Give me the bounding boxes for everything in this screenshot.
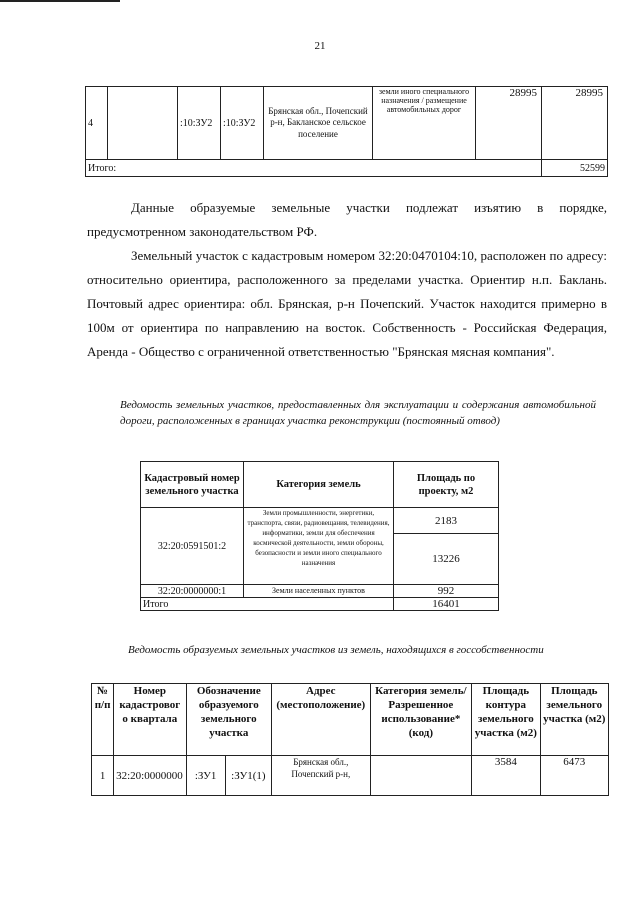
cell-address: Брянская обл., Почепский р-н, Бакланское сельское поселение — [264, 87, 373, 160]
cell-area: 28995 — [542, 87, 608, 160]
header-address: Адрес (местоположение) — [272, 684, 371, 756]
cell-contour-area: 28995 — [476, 87, 542, 160]
header-contour-area: Площадь контура земельного участка (м2) — [472, 684, 540, 756]
land-plots-table-continued — [85, 86, 608, 177]
table-row — [92, 756, 609, 796]
table-row — [141, 585, 499, 598]
table-caption-formed-plots: Ведомость образуемых земельных участков из земель, находящихся в госсобственности — [128, 644, 544, 656]
row-number: 1 — [92, 756, 114, 796]
cell-contour-area: 3584 — [472, 756, 540, 796]
cell-cadastral-number: 32:20:0000000:1 — [141, 585, 244, 598]
cell-designation: :10:ЗУ2 — [178, 87, 221, 160]
header-category-use: Категория земель/ Разрешенное использование* (код) — [370, 684, 472, 756]
cell-address: Брянская обл., Почепский р-н, — [272, 756, 371, 796]
cell-designation: :ЗУ1 — [186, 756, 225, 796]
cell-designation-contour: :ЗУ1(1) — [225, 756, 271, 796]
cell-designation-contour: :10:ЗУ2 — [221, 87, 264, 160]
cell-area: 6473 — [540, 756, 608, 796]
cell-land-category: Земли промышленности, энергетики, транспорта, связи, радиовещания, телевидения, информатики, земли для обеспечения космической деятельности, земли обороны, безопасности и земли иного специального назначения — [244, 508, 394, 585]
cell-cadastral-number: 32:20:0591501:2 — [141, 508, 244, 585]
cell-area: 13226 — [394, 534, 499, 585]
cell-area: 2183 — [394, 508, 499, 534]
body-text — [87, 196, 607, 364]
table-header-row — [141, 462, 499, 508]
page-number: 21 — [314, 40, 326, 52]
cell-category — [370, 756, 472, 796]
table-row — [86, 87, 608, 160]
total-value: 52599 — [542, 160, 608, 177]
total-label: Итого — [141, 598, 394, 611]
cell-quarter: 32:20:0000000 — [114, 756, 186, 796]
table-caption-permanent-allotment: Ведомость земельных участков, предоставленных для эксплуатации и содержания автомобильной дороги, расположенных в границах участка реконструкции (постоянный отвод) — [120, 399, 596, 427]
header-land-category: Категория земель — [244, 462, 394, 508]
table-row — [141, 508, 499, 534]
table-total-row — [141, 598, 499, 611]
cell-area: 992 — [394, 585, 499, 598]
header-cadastral-number: Кадастровый номер земельного участка — [141, 462, 244, 508]
row-number: 4 — [86, 87, 108, 160]
table-header-row — [92, 684, 609, 756]
header-project-area: Площадь по проекту, м2 — [394, 462, 499, 508]
table-total-row — [86, 160, 608, 177]
header-cadastral-quarter: Номер кадастровог о квартала — [114, 684, 186, 756]
header-plot-area: Площадь земельного участка (м2) — [540, 684, 608, 756]
header-number: № п/п — [92, 684, 114, 756]
cell-category: земли иного специального назначения / размещение автомобильных дорог — [373, 87, 476, 160]
total-value: 16401 — [394, 598, 499, 611]
scan-edge-mark — [0, 0, 120, 2]
formed-plots-table — [91, 683, 609, 796]
cell-empty — [108, 87, 178, 160]
permanent-allotment-table — [140, 461, 499, 611]
cell-land-category: Земли населенных пунктов — [244, 585, 394, 598]
header-plot-designation: Обозначение образуемого земельного участка — [186, 684, 271, 756]
paragraph-seizure: Данные образуемые земельные участки подлежат изъятию в порядке, предусмотренном законодательством РФ. — [87, 200, 607, 239]
paragraph-plot-description: Земельный участок с кадастровым номером 32:20:0470104:10, расположен по адресу: относительно ориентира, расположенного за пределами участка. Ориентир н.п. Баклань. Почтовый адрес ориентира: обл. Брянская, р-н Почепский. Участок находится примерно в 100м от ориентира по направлению на восток. Собственность - Российская Федерация, Аренда - Общество с ограниченной ответственностью "Брянская мясная компания". — [87, 248, 607, 359]
total-label: Итого: — [86, 160, 542, 177]
